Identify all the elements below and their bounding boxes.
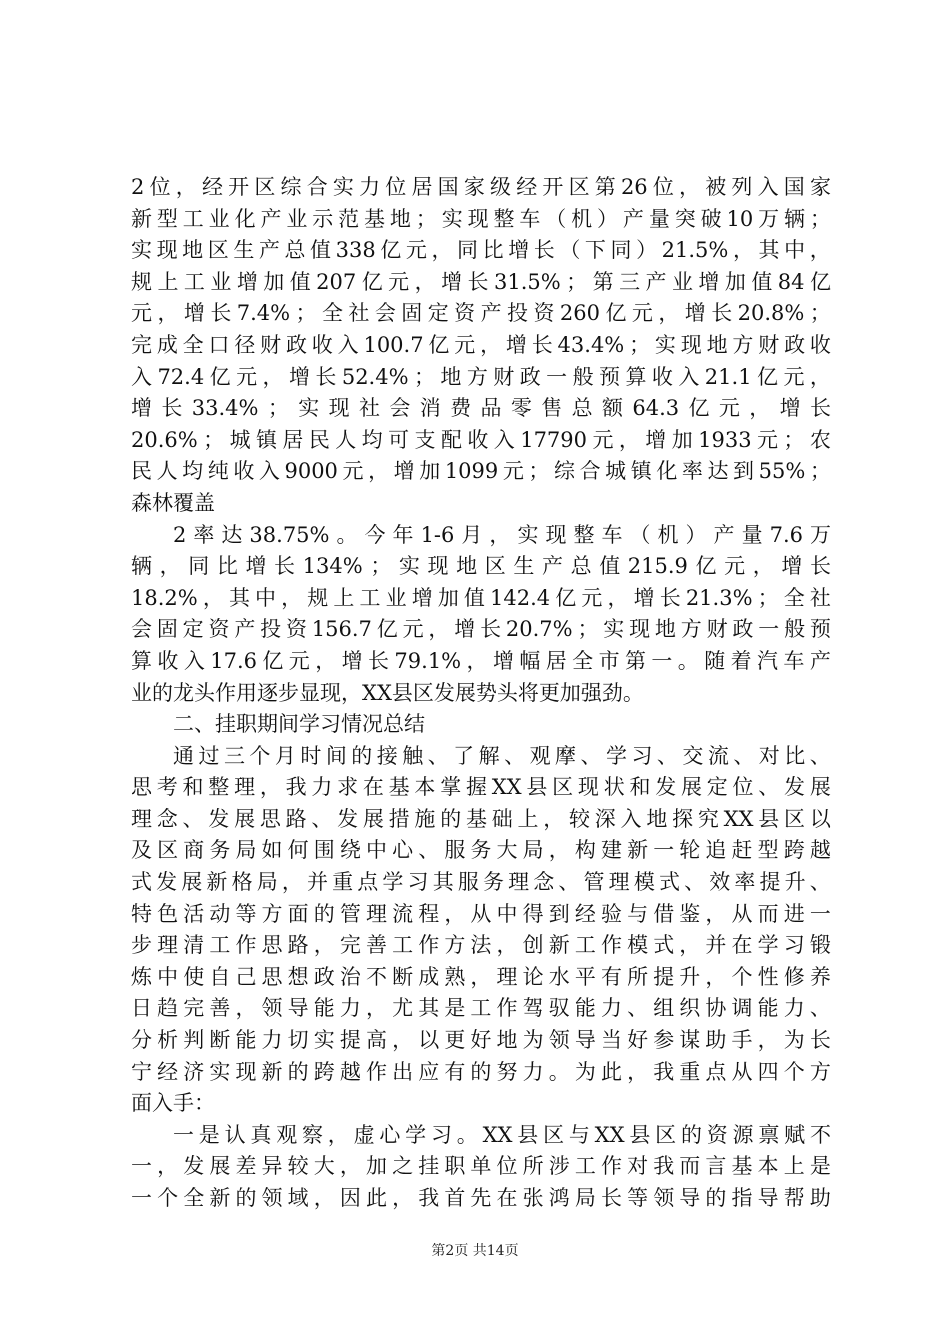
text-line: 步 理 清 工 作 思 路 ， 完 善 工 作 方 法 ， 创 新 工 作 模 式 ， 并 在 学 习 锻: [131, 933, 831, 958]
text-line: 及 区 商 务 局 如 何 围 绕 中 心 、 服 务 大 局 ， 构 建 新 一 轮 追 赶 型 跨 越: [131, 838, 831, 863]
text-line: 一 个 全 新 的 领 域 ， 因 此 ， 我 首 先 在 张 鸿 局 长 等 领 导 的 指 导 帮 助: [131, 1186, 831, 1210]
text-line: 增 长 33.4% ； 实 现 社 会 消 费 品 零 售 总 额 64.3 亿 元 ， 增 长: [131, 396, 831, 421]
text-line: 一 ， 发 展 差 异 较 大 ， 加 之 挂 职 单 位 所 涉 工 作 对 我 而 言 基 本 上 是: [131, 1154, 831, 1179]
text-line: 思 考 和 整 理 ， 我 力 求 在 基 本 掌 握 XX 县 区 现 状 和 发 展 定 位 、 发 展: [131, 775, 831, 800]
text-line: 日 趋 完 善 ， 领 导 能 力 ， 尤 其 是 工 作 驾 驭 能 力 、 组 织 协 调 能 力 、: [131, 996, 831, 1021]
text-line: 二、挂职期间学习情况总结: [173, 712, 425, 737]
text-line: 入 72.4 亿 元 ， 增 长 52.4% ； 地 方 财 政 一 般 预 算 收 入 21.1 亿 元 ，: [131, 364, 831, 389]
text-line: 宁 经 济 实 现 新 的 跨 越 作 出 应 有 的 努 力 。 为 此 ， 我 重 点 从 四 个 方: [131, 1059, 831, 1084]
text-line: 式 发 展 新 格 局 ， 并 重 点 学 习 其 服 务 理 念 、 管 理 模 式 、 效 率 提 升 、: [131, 870, 831, 895]
text-line: 一 是 认 真 观 察 ， 虚 心 学 习 。 XX 县 区 与 XX 县 区 的 资 源 禀 赋 不: [173, 1122, 831, 1147]
text-line: 辆 ， 同 比 增 长 134% ； 实 现 地 区 生 产 总 值 215.9 亿 元 ， 增 长: [131, 554, 831, 579]
text-line: 2 率 达 38.75% 。 今 年 1-6 月 ， 实 现 整 车 （ 机 ） 产 量 7.6 万: [173, 522, 831, 547]
text-line: 算 收 入 17.6 亿 元 ， 增 长 79.1% ， 增 幅 居 全 市 第 一 。 随 着 汽 车 产: [131, 648, 831, 673]
text-line: 特 色 活 动 等 方 面 的 管 理 流 程 ， 从 中 得 到 经 验 与 借 鉴 ， 从 而 进 一: [131, 901, 831, 926]
text-line: 元 ， 增 长 7.4% ； 全 社 会 固 定 资 产 投 资 260 亿 元 ， 增 长 20.8% ；: [131, 301, 831, 326]
text-line: 20.6% ； 城 镇 居 民 人 均 可 支 配 收 入 17790 元 ， 增 加 1933 元 ； 农: [131, 427, 831, 452]
text-line: 森林覆盖: [131, 490, 215, 515]
text-line: 规 上 工 业 增 加 值 207 亿 元 ， 增 长 31.5% ； 第 三 产 业 增 加 值 84 亿: [131, 269, 831, 294]
text-line: 18.2% ， 其 中 ， 规 上 工 业 增 加 值 142.4 亿 元 ， 增 长 21.3% ； 全 社: [131, 585, 831, 610]
text-line: 面入手：: [131, 1091, 215, 1116]
text-line: 实 现 地 区 生 产 总 值 338 亿 元 ， 同 比 增 长 （ 下 同 ） 21.5% ， 其 中 ，: [131, 238, 831, 263]
text-line: 完 成 全 口 径 财 政 收 入 100.7 亿 元 ， 增 长 43.4% ； 实 现 地 方 财 政 收: [131, 332, 831, 357]
text-line: 民 人 均 纯 收 入 9000 元 ， 增 加 1099 元 ； 综 合 城 镇 化 率 达 到 55% ；: [131, 459, 831, 484]
text-line: 通 过 三 个 月 时 间 的 接 触 、 了 解 、 观 摩 、 学 习 、 交 流 、 对 比 、: [173, 743, 831, 768]
text-line: 会 固 定 资 产 投 资 156.7 亿 元 ， 增 长 20.7% ； 实 现 地 方 财 政 一 般 预: [131, 617, 831, 642]
text-line: 分 析 判 断 能 力 切 实 提 高 ， 以 更 好 地 为 领 导 当 好 参 谋 助 手 ， 为 长: [131, 1028, 831, 1053]
page-footer: 第2页 共14页: [431, 1243, 519, 1259]
text-line: 理 念 、 发 展 思 路 、 发 展 措 施 的 基 础 上 ， 较 深 入 地 探 究 XX 县 区 以: [131, 806, 831, 831]
text-line: 新 型 工 业 化 产 业 示 范 基 地 ； 实 现 整 车 （ 机 ） 产 量 突 破 10 万 辆 ；: [131, 206, 831, 231]
text-line: 2 位 ， 经 开 区 综 合 实 力 位 居 国 家 级 经 开 区 第 26 位 ， 被 列 入 国 家: [131, 175, 831, 199]
text-line: 业的龙头作用逐步显现，XX县区发展势头将更加强劲。: [131, 680, 644, 705]
document-body: [131, 172, 831, 1215]
text-line: 炼 中 使 自 己 思 想 政 治 不 断 成 熟 ， 理 论 水 平 有 所 提 升 ， 个 性 修 养: [131, 964, 831, 989]
